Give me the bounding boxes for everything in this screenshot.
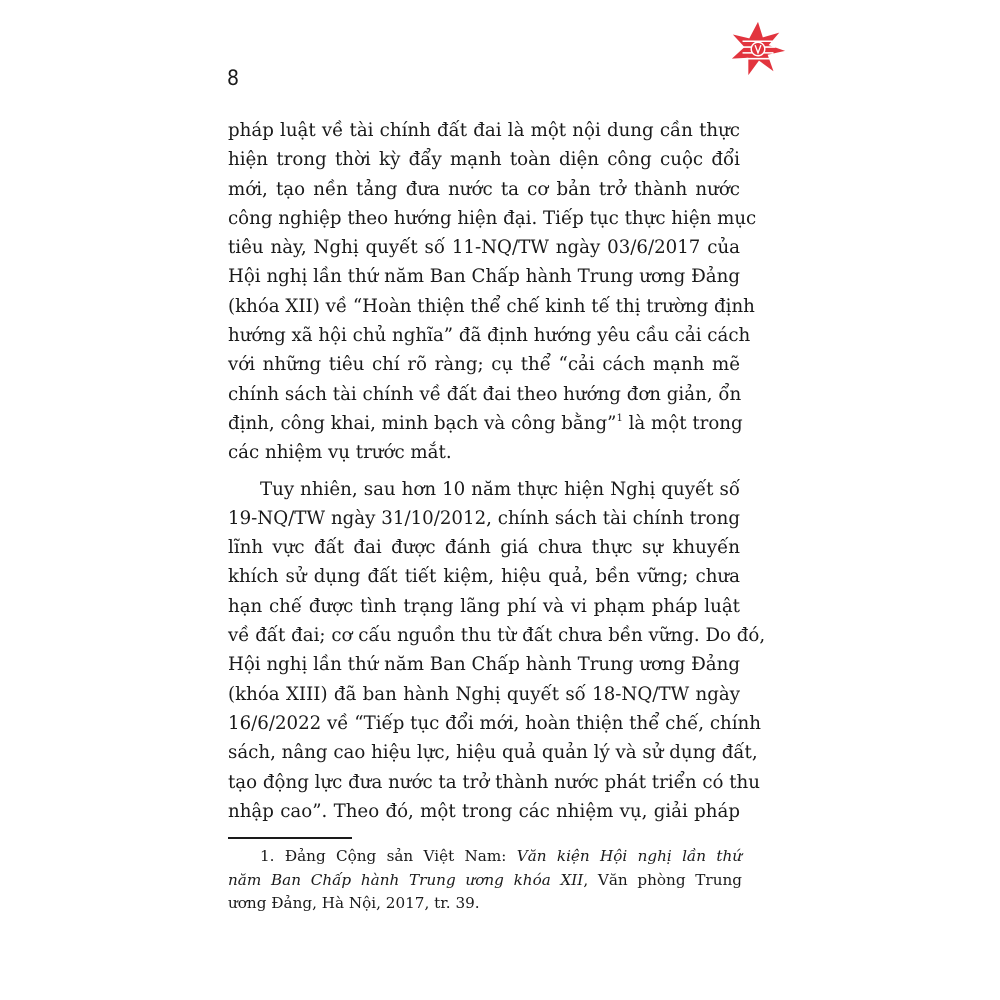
text-line: chính sách tài chính về đất đai theo hướng đơn giản, ổn: [228, 383, 742, 405]
footnote-line: [228, 845, 742, 869]
body-text: [228, 116, 766, 826]
footnote: [228, 845, 742, 916]
text-line: pháp luật về tài chính đất đai là một nội dung cần thực: [228, 120, 740, 141]
red-star-emblem-icon: [729, 20, 787, 78]
text-line: sách, nâng cao hiệu lực, hiệu quả quản lý và sử dụng đất,: [228, 742, 758, 764]
footnote-divider: [228, 837, 352, 839]
footnote-title: năm Ban Chấp hành Trung ương khóa XII: [228, 870, 584, 889]
text-line: Tuy nhiên, sau hơn 10 năm thực hiện Nghị quyết số: [260, 478, 740, 500]
text-line: tạo động lực đưa nước ta trở thành nước phát triển có thu: [228, 771, 760, 793]
text-line: lĩnh vực đất đai được đánh giá chưa thực sự khuyến: [228, 537, 740, 559]
footnote-publisher: , Văn phòng Trung: [583, 870, 742, 889]
text-line: về đất đai; cơ cấu nguồn thu từ đất chưa bền vững. Do đó,: [228, 625, 766, 647]
text-line: mới, tạo nền tảng đưa nước ta cơ bản trở thành nước: [228, 178, 740, 200]
text-line: Hội nghị lần thứ năm Ban Chấp hành Trung ương Đảng: [228, 266, 740, 288]
text-line: nhập cao”. Theo đó, một trong các nhiệm vụ, giải pháp: [228, 800, 740, 822]
page-number: 8: [227, 66, 240, 90]
paragraph-1: [228, 116, 757, 468]
text-line: 16/6/2022 về “Tiếp tục đổi mới, hoàn thiện thể chế, chính: [228, 712, 761, 734]
text-line: khích sử dụng đất tiết kiệm, hiệu quả, bền vững; chưa: [228, 566, 740, 588]
text-line: 19-NQ/TW ngày 31/10/2012, chính sách tài chính trong: [228, 507, 740, 529]
footnote-number: 1.: [260, 847, 275, 865]
footnote-title: Văn kiện Hội nghị lần thứ: [516, 847, 743, 865]
text-line: Hội nghị lần thứ năm Ban Chấp hành Trung ương Đảng: [228, 654, 740, 676]
text-line: (khóa XIII) đã ban hành Nghị quyết số 18-NQ/TW ngày: [228, 683, 740, 705]
paragraph-2: [228, 475, 766, 827]
text-line: hiện trong thời kỳ đẩy mạnh toàn diện công cuộc đổi: [228, 149, 740, 171]
text-line: các nhiệm vụ trước mắt.: [228, 442, 452, 464]
footnote-line: ương Đảng, Hà Nội, 2017, tr. 39.: [228, 894, 480, 912]
text-line: hạn chế được tình trạng lãng phí và vi phạm pháp luật: [228, 595, 740, 617]
text-line: hướng xã hội chủ nghĩa” đã định hướng yêu cầu cải cách: [228, 325, 751, 347]
footnote-line: [228, 869, 742, 893]
text-fragment: là một trong: [622, 412, 743, 434]
text-line-with-footnote-ref: [228, 409, 743, 438]
text-fragment: định, công khai, minh bạch và công bằng”: [228, 412, 617, 434]
text-line: (khóa XII) về “Hoàn thiện thể chế kinh tế thị trường định: [228, 295, 755, 317]
text-line: công nghiệp theo hướng hiện đại. Tiếp tục thực hiện mục: [228, 207, 757, 229]
footnote-reference[interactable]: 1: [616, 412, 623, 424]
text-line: tiêu này, Nghị quyết số 11-NQ/TW ngày 03/6/2017 của: [228, 237, 740, 259]
text-line: với những tiêu chí rõ ràng; cụ thể “cải cách mạnh mẽ: [228, 354, 740, 376]
footnote-author: Đảng Cộng sản Việt Nam:: [284, 847, 507, 865]
